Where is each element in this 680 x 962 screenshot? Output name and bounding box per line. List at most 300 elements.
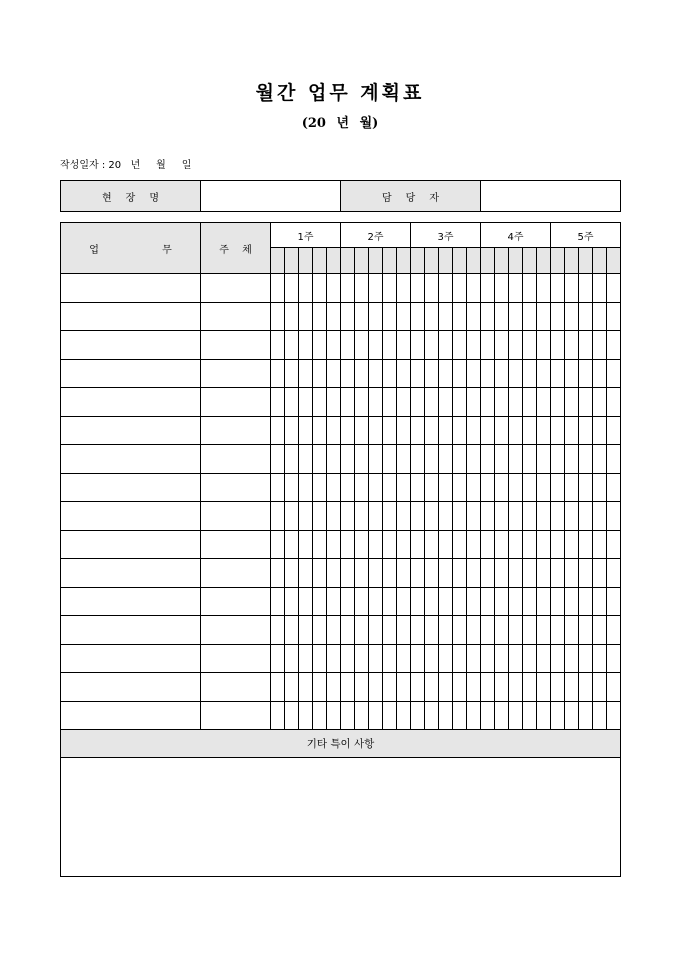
day-cell[interactable]: [383, 388, 397, 417]
day-cell[interactable]: [341, 359, 355, 388]
day-cell[interactable]: [593, 559, 607, 588]
day-cell[interactable]: [607, 416, 621, 445]
day-cell[interactable]: [439, 416, 453, 445]
day-cell[interactable]: [369, 445, 383, 474]
day-cell[interactable]: [579, 644, 593, 673]
day-cell[interactable]: [565, 701, 579, 730]
day-cell[interactable]: [285, 416, 299, 445]
day-cell[interactable]: [607, 644, 621, 673]
day-cell[interactable]: [369, 502, 383, 531]
day-cell[interactable]: [327, 559, 341, 588]
day-cell[interactable]: [271, 416, 285, 445]
day-cell[interactable]: [355, 644, 369, 673]
day-cell[interactable]: [509, 302, 523, 331]
day-cell[interactable]: [341, 559, 355, 588]
day-cell[interactable]: [467, 701, 481, 730]
owner-cell[interactable]: [201, 388, 271, 417]
day-cell[interactable]: [411, 530, 425, 559]
day-cell[interactable]: [495, 587, 509, 616]
day-cell[interactable]: [411, 388, 425, 417]
day-cell[interactable]: [439, 473, 453, 502]
day-cell[interactable]: [551, 359, 565, 388]
day-cell[interactable]: [327, 502, 341, 531]
day-cell[interactable]: [439, 331, 453, 360]
day-cell[interactable]: [355, 473, 369, 502]
task-cell[interactable]: [61, 701, 201, 730]
day-cell[interactable]: [397, 331, 411, 360]
day-cell[interactable]: [481, 331, 495, 360]
day-cell[interactable]: [565, 359, 579, 388]
day-cell[interactable]: [383, 701, 397, 730]
day-cell[interactable]: [565, 445, 579, 474]
day-cell[interactable]: [467, 359, 481, 388]
day-cell[interactable]: [327, 701, 341, 730]
day-cell[interactable]: [271, 502, 285, 531]
day-cell[interactable]: [411, 616, 425, 645]
day-cell[interactable]: [607, 673, 621, 702]
day-cell[interactable]: [439, 274, 453, 303]
day-cell[interactable]: [313, 302, 327, 331]
day-cell[interactable]: [467, 302, 481, 331]
day-cell[interactable]: [579, 530, 593, 559]
day-cell[interactable]: [523, 587, 537, 616]
day-cell[interactable]: [537, 673, 551, 702]
day-cell[interactable]: [509, 274, 523, 303]
day-cell[interactable]: [369, 302, 383, 331]
day-cell[interactable]: [523, 502, 537, 531]
day-cell[interactable]: [453, 359, 467, 388]
day-cell[interactable]: [537, 416, 551, 445]
day-cell[interactable]: [579, 359, 593, 388]
day-cell[interactable]: [383, 530, 397, 559]
day-cell[interactable]: [523, 416, 537, 445]
day-cell[interactable]: [551, 445, 565, 474]
day-cell[interactable]: [509, 559, 523, 588]
day-cell[interactable]: [313, 274, 327, 303]
day-cell[interactable]: [341, 502, 355, 531]
day-cell[interactable]: [537, 530, 551, 559]
day-cell[interactable]: [579, 302, 593, 331]
day-cell[interactable]: [425, 530, 439, 559]
day-cell[interactable]: [313, 331, 327, 360]
day-cell[interactable]: [607, 359, 621, 388]
day-cell[interactable]: [285, 445, 299, 474]
day-cell[interactable]: [495, 416, 509, 445]
day-cell[interactable]: [481, 473, 495, 502]
day-cell[interactable]: [369, 388, 383, 417]
day-cell[interactable]: [467, 388, 481, 417]
manager-value-cell[interactable]: [481, 181, 621, 212]
day-cell[interactable]: [299, 530, 313, 559]
day-cell[interactable]: [537, 502, 551, 531]
day-cell[interactable]: [285, 331, 299, 360]
day-cell[interactable]: [397, 359, 411, 388]
day-cell[interactable]: [607, 530, 621, 559]
day-cell[interactable]: [509, 673, 523, 702]
day-cell[interactable]: [313, 388, 327, 417]
day-cell[interactable]: [397, 616, 411, 645]
day-cell[interactable]: [467, 559, 481, 588]
day-cell[interactable]: [425, 416, 439, 445]
day-cell[interactable]: [383, 673, 397, 702]
day-cell[interactable]: [551, 530, 565, 559]
day-cell[interactable]: [411, 473, 425, 502]
day-cell[interactable]: [299, 587, 313, 616]
day-cell[interactable]: [271, 388, 285, 417]
day-cell[interactable]: [369, 673, 383, 702]
day-cell[interactable]: [271, 473, 285, 502]
day-cell[interactable]: [369, 587, 383, 616]
day-cell[interactable]: [411, 701, 425, 730]
day-cell[interactable]: [271, 587, 285, 616]
day-cell[interactable]: [495, 302, 509, 331]
day-cell[interactable]: [271, 331, 285, 360]
day-cell[interactable]: [411, 445, 425, 474]
day-cell[interactable]: [341, 302, 355, 331]
day-cell[interactable]: [537, 473, 551, 502]
day-cell[interactable]: [481, 502, 495, 531]
day-cell[interactable]: [579, 473, 593, 502]
day-cell[interactable]: [355, 502, 369, 531]
day-cell[interactable]: [481, 302, 495, 331]
day-cell[interactable]: [551, 388, 565, 417]
day-cell[interactable]: [551, 274, 565, 303]
day-cell[interactable]: [327, 616, 341, 645]
day-cell[interactable]: [355, 530, 369, 559]
day-cell[interactable]: [523, 473, 537, 502]
site-value-cell[interactable]: [201, 181, 341, 212]
owner-cell[interactable]: [201, 416, 271, 445]
day-cell[interactable]: [607, 302, 621, 331]
day-cell[interactable]: [313, 416, 327, 445]
day-cell[interactable]: [439, 587, 453, 616]
day-cell[interactable]: [369, 559, 383, 588]
day-cell[interactable]: [565, 673, 579, 702]
day-cell[interactable]: [327, 331, 341, 360]
day-cell[interactable]: [397, 530, 411, 559]
day-cell[interactable]: [551, 559, 565, 588]
day-cell[interactable]: [523, 530, 537, 559]
task-cell[interactable]: [61, 302, 201, 331]
day-cell[interactable]: [355, 587, 369, 616]
task-cell[interactable]: [61, 587, 201, 616]
day-cell[interactable]: [271, 644, 285, 673]
day-cell[interactable]: [593, 644, 607, 673]
day-cell[interactable]: [565, 274, 579, 303]
day-cell[interactable]: [593, 502, 607, 531]
day-cell[interactable]: [537, 587, 551, 616]
day-cell[interactable]: [551, 587, 565, 616]
day-cell[interactable]: [467, 616, 481, 645]
day-cell[interactable]: [271, 616, 285, 645]
task-cell[interactable]: [61, 530, 201, 559]
day-cell[interactable]: [411, 359, 425, 388]
day-cell[interactable]: [299, 274, 313, 303]
day-cell[interactable]: [537, 445, 551, 474]
day-cell[interactable]: [495, 644, 509, 673]
day-cell[interactable]: [467, 644, 481, 673]
day-cell[interactable]: [355, 673, 369, 702]
day-cell[interactable]: [481, 416, 495, 445]
day-cell[interactable]: [299, 559, 313, 588]
day-cell[interactable]: [411, 331, 425, 360]
day-cell[interactable]: [369, 331, 383, 360]
day-cell[interactable]: [383, 331, 397, 360]
day-cell[interactable]: [481, 644, 495, 673]
day-cell[interactable]: [383, 473, 397, 502]
day-cell[interactable]: [313, 559, 327, 588]
day-cell[interactable]: [355, 445, 369, 474]
day-cell[interactable]: [285, 673, 299, 702]
day-cell[interactable]: [607, 274, 621, 303]
day-cell[interactable]: [355, 559, 369, 588]
day-cell[interactable]: [299, 644, 313, 673]
day-cell[interactable]: [579, 416, 593, 445]
day-cell[interactable]: [341, 530, 355, 559]
day-cell[interactable]: [593, 331, 607, 360]
day-cell[interactable]: [299, 445, 313, 474]
day-cell[interactable]: [481, 587, 495, 616]
day-cell[interactable]: [425, 473, 439, 502]
day-cell[interactable]: [495, 359, 509, 388]
day-cell[interactable]: [593, 587, 607, 616]
day-cell[interactable]: [285, 388, 299, 417]
day-cell[interactable]: [285, 473, 299, 502]
day-cell[interactable]: [537, 616, 551, 645]
day-cell[interactable]: [565, 302, 579, 331]
day-cell[interactable]: [523, 359, 537, 388]
owner-cell[interactable]: [201, 274, 271, 303]
day-cell[interactable]: [327, 274, 341, 303]
day-cell[interactable]: [425, 302, 439, 331]
day-cell[interactable]: [495, 473, 509, 502]
day-cell[interactable]: [439, 530, 453, 559]
day-cell[interactable]: [495, 530, 509, 559]
day-cell[interactable]: [285, 274, 299, 303]
day-cell[interactable]: [397, 388, 411, 417]
task-cell[interactable]: [61, 473, 201, 502]
day-cell[interactable]: [607, 559, 621, 588]
day-cell[interactable]: [411, 416, 425, 445]
day-cell[interactable]: [411, 274, 425, 303]
day-cell[interactable]: [481, 445, 495, 474]
day-cell[interactable]: [397, 274, 411, 303]
day-cell[interactable]: [579, 331, 593, 360]
day-cell[interactable]: [397, 302, 411, 331]
day-cell[interactable]: [453, 331, 467, 360]
day-cell[interactable]: [453, 587, 467, 616]
day-cell[interactable]: [383, 559, 397, 588]
day-cell[interactable]: [369, 701, 383, 730]
day-cell[interactable]: [523, 644, 537, 673]
day-cell[interactable]: [425, 644, 439, 673]
day-cell[interactable]: [523, 274, 537, 303]
day-cell[interactable]: [453, 274, 467, 303]
day-cell[interactable]: [327, 644, 341, 673]
day-cell[interactable]: [551, 644, 565, 673]
day-cell[interactable]: [397, 473, 411, 502]
day-cell[interactable]: [509, 388, 523, 417]
task-cell[interactable]: [61, 274, 201, 303]
day-cell[interactable]: [341, 644, 355, 673]
day-cell[interactable]: [453, 559, 467, 588]
day-cell[interactable]: [579, 587, 593, 616]
day-cell[interactable]: [411, 673, 425, 702]
owner-cell[interactable]: [201, 359, 271, 388]
day-cell[interactable]: [523, 445, 537, 474]
day-cell[interactable]: [397, 673, 411, 702]
day-cell[interactable]: [285, 587, 299, 616]
day-cell[interactable]: [495, 274, 509, 303]
day-cell[interactable]: [495, 701, 509, 730]
day-cell[interactable]: [509, 701, 523, 730]
day-cell[interactable]: [439, 445, 453, 474]
day-cell[interactable]: [607, 388, 621, 417]
day-cell[interactable]: [299, 359, 313, 388]
day-cell[interactable]: [523, 388, 537, 417]
day-cell[interactable]: [565, 530, 579, 559]
day-cell[interactable]: [299, 701, 313, 730]
day-cell[interactable]: [537, 359, 551, 388]
day-cell[interactable]: [565, 331, 579, 360]
day-cell[interactable]: [425, 331, 439, 360]
owner-cell[interactable]: [201, 530, 271, 559]
day-cell[interactable]: [579, 502, 593, 531]
day-cell[interactable]: [523, 302, 537, 331]
day-cell[interactable]: [565, 416, 579, 445]
day-cell[interactable]: [285, 616, 299, 645]
task-cell[interactable]: [61, 359, 201, 388]
day-cell[interactable]: [565, 587, 579, 616]
day-cell[interactable]: [327, 388, 341, 417]
day-cell[interactable]: [285, 302, 299, 331]
day-cell[interactable]: [411, 644, 425, 673]
day-cell[interactable]: [313, 673, 327, 702]
day-cell[interactable]: [271, 445, 285, 474]
day-cell[interactable]: [453, 616, 467, 645]
day-cell[interactable]: [397, 416, 411, 445]
day-cell[interactable]: [425, 616, 439, 645]
day-cell[interactable]: [565, 388, 579, 417]
day-cell[interactable]: [369, 359, 383, 388]
task-cell[interactable]: [61, 331, 201, 360]
day-cell[interactable]: [299, 388, 313, 417]
task-cell[interactable]: [61, 445, 201, 474]
day-cell[interactable]: [369, 616, 383, 645]
day-cell[interactable]: [523, 701, 537, 730]
day-cell[interactable]: [453, 473, 467, 502]
day-cell[interactable]: [341, 701, 355, 730]
day-cell[interactable]: [369, 473, 383, 502]
day-cell[interactable]: [397, 559, 411, 588]
day-cell[interactable]: [467, 331, 481, 360]
day-cell[interactable]: [509, 473, 523, 502]
day-cell[interactable]: [509, 416, 523, 445]
day-cell[interactable]: [509, 587, 523, 616]
day-cell[interactable]: [593, 473, 607, 502]
day-cell[interactable]: [565, 616, 579, 645]
day-cell[interactable]: [481, 530, 495, 559]
day-cell[interactable]: [607, 331, 621, 360]
day-cell[interactable]: [425, 673, 439, 702]
day-cell[interactable]: [593, 388, 607, 417]
day-cell[interactable]: [341, 473, 355, 502]
day-cell[interactable]: [551, 331, 565, 360]
remarks-field[interactable]: [61, 758, 621, 877]
day-cell[interactable]: [327, 302, 341, 331]
day-cell[interactable]: [425, 587, 439, 616]
day-cell[interactable]: [299, 331, 313, 360]
day-cell[interactable]: [341, 331, 355, 360]
day-cell[interactable]: [271, 530, 285, 559]
day-cell[interactable]: [579, 445, 593, 474]
day-cell[interactable]: [439, 388, 453, 417]
day-cell[interactable]: [593, 530, 607, 559]
day-cell[interactable]: [341, 388, 355, 417]
day-cell[interactable]: [383, 587, 397, 616]
day-cell[interactable]: [495, 559, 509, 588]
day-cell[interactable]: [537, 274, 551, 303]
day-cell[interactable]: [313, 616, 327, 645]
task-cell[interactable]: [61, 559, 201, 588]
day-cell[interactable]: [439, 644, 453, 673]
day-cell[interactable]: [425, 445, 439, 474]
day-cell[interactable]: [467, 587, 481, 616]
day-cell[interactable]: [537, 559, 551, 588]
day-cell[interactable]: [593, 445, 607, 474]
day-cell[interactable]: [285, 530, 299, 559]
day-cell[interactable]: [467, 416, 481, 445]
owner-cell[interactable]: [201, 502, 271, 531]
day-cell[interactable]: [383, 359, 397, 388]
day-cell[interactable]: [425, 559, 439, 588]
day-cell[interactable]: [481, 559, 495, 588]
day-cell[interactable]: [593, 701, 607, 730]
day-cell[interactable]: [439, 359, 453, 388]
day-cell[interactable]: [523, 673, 537, 702]
day-cell[interactable]: [341, 673, 355, 702]
day-cell[interactable]: [453, 302, 467, 331]
owner-cell[interactable]: [201, 673, 271, 702]
owner-cell[interactable]: [201, 331, 271, 360]
task-cell[interactable]: [61, 616, 201, 645]
day-cell[interactable]: [355, 331, 369, 360]
day-cell[interactable]: [271, 359, 285, 388]
day-cell[interactable]: [551, 502, 565, 531]
day-cell[interactable]: [355, 274, 369, 303]
day-cell[interactable]: [299, 502, 313, 531]
day-cell[interactable]: [327, 673, 341, 702]
day-cell[interactable]: [551, 616, 565, 645]
day-cell[interactable]: [481, 359, 495, 388]
day-cell[interactable]: [565, 644, 579, 673]
day-cell[interactable]: [537, 701, 551, 730]
owner-cell[interactable]: [201, 616, 271, 645]
day-cell[interactable]: [397, 701, 411, 730]
day-cell[interactable]: [551, 416, 565, 445]
day-cell[interactable]: [397, 502, 411, 531]
day-cell[interactable]: [397, 587, 411, 616]
day-cell[interactable]: [271, 701, 285, 730]
day-cell[interactable]: [509, 616, 523, 645]
day-cell[interactable]: [467, 473, 481, 502]
day-cell[interactable]: [439, 673, 453, 702]
day-cell[interactable]: [285, 502, 299, 531]
day-cell[interactable]: [467, 274, 481, 303]
day-cell[interactable]: [397, 644, 411, 673]
task-cell[interactable]: [61, 388, 201, 417]
day-cell[interactable]: [369, 644, 383, 673]
